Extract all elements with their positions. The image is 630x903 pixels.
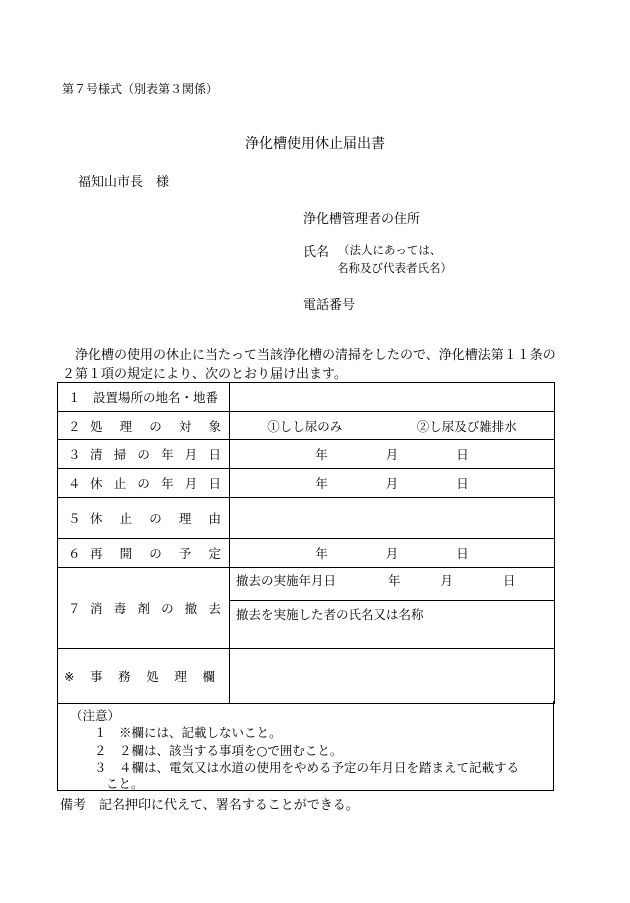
label-char: 理	[174, 669, 187, 684]
table-row	[58, 412, 555, 440]
label-char: 撤	[184, 601, 198, 616]
label-char: 月	[184, 476, 198, 491]
row-number: ３	[68, 447, 81, 462]
label-char: 務	[118, 669, 131, 684]
label-char: 開	[119, 546, 133, 561]
label-char: 止	[113, 476, 127, 491]
table-row	[58, 469, 555, 498]
cleaning-date-field[interactable]	[230, 440, 555, 469]
label-char: 由	[208, 511, 221, 526]
label-char: 年	[161, 447, 174, 462]
day-unit: 日	[456, 476, 469, 491]
note-3: ３ ４欄は、電気又は水道の使用をやめる予定の年月日を踏まえて記載する	[94, 760, 520, 775]
label-char: の	[149, 418, 162, 434]
label-char: 欄	[202, 669, 215, 684]
label-char: 消	[90, 601, 103, 616]
row-number: ２	[68, 418, 81, 434]
label-char: ※	[64, 668, 75, 684]
option-human-waste-and-gray-water[interactable]: ②し尿及び雑排水	[416, 418, 517, 434]
table-row	[58, 649, 555, 704]
row-label-office-use	[58, 649, 230, 704]
label-char: 年	[161, 476, 174, 491]
table-row	[58, 568, 555, 601]
day-unit: 日	[456, 546, 469, 561]
label-char: 定	[208, 546, 221, 561]
manager-address-label: 浄化槽管理者の住所	[303, 212, 421, 227]
label-char: 日	[208, 447, 221, 462]
label-char: 象	[208, 418, 221, 434]
remover-name-field[interactable]	[230, 601, 555, 649]
label-char: 去	[208, 601, 221, 616]
label-char: 清	[90, 447, 103, 462]
label-char: 予	[178, 546, 192, 561]
label-char: の	[161, 601, 174, 616]
removal-date-field[interactable]	[230, 568, 555, 601]
row-number: ５	[68, 511, 81, 526]
note-2: ２ ２欄は、該当する事項を○で囲むこと。	[94, 743, 343, 758]
remover-name-label: 撤去を実施した者の氏名又は名称	[236, 607, 424, 622]
notes-box	[57, 701, 554, 791]
month-unit: 月	[385, 447, 399, 462]
label-char: 処	[146, 669, 159, 684]
row-number: ６	[68, 546, 81, 561]
table-row	[58, 383, 555, 412]
addressee: 福知山市長 様	[78, 175, 170, 190]
name-label: 氏名	[303, 245, 330, 260]
office-use-field	[230, 649, 555, 704]
label-char: 理	[119, 418, 133, 434]
suspension-date-field[interactable]	[230, 469, 555, 498]
form-table	[57, 382, 555, 704]
phone-label: 電話番号	[303, 298, 356, 313]
label-char: 剤	[137, 601, 150, 616]
table-row	[58, 498, 555, 539]
declaration-line-1: 浄化槽の使用の休止に当たって当該浄化槽の清掃をしたので、浄化槽法第１１条の	[75, 348, 556, 363]
label-char: 止	[119, 511, 133, 526]
day-unit: 日	[503, 573, 516, 588]
year-unit: 年	[315, 476, 328, 491]
year-unit: 年	[315, 447, 328, 462]
label-char: の	[137, 476, 150, 491]
label-char: 処	[90, 418, 103, 434]
label-char: の	[149, 546, 162, 561]
label-char: 対	[178, 418, 192, 434]
row-label-target	[58, 412, 230, 440]
target-options	[230, 412, 555, 440]
row-label-suspension-date	[58, 469, 230, 498]
label-char: 掃	[113, 447, 127, 462]
notes-heading: （注意）	[70, 708, 121, 723]
row-label-location: １ 設置場所の地名・地番	[58, 383, 230, 412]
year-unit: 年	[388, 573, 401, 588]
name-note-2: 名称及び代表者氏名）	[337, 261, 452, 275]
note-3-continued: こと。	[106, 776, 144, 791]
row-label-resume-plan	[58, 539, 230, 568]
reason-field[interactable]	[230, 498, 555, 539]
label-char: 月	[184, 447, 198, 462]
month-unit: 月	[385, 546, 399, 561]
location-field[interactable]	[230, 383, 555, 412]
document-title: 浄化槽使用休止届出書	[245, 136, 385, 152]
label-char: 理	[178, 511, 192, 526]
label-char: 休	[90, 511, 103, 526]
label-char: 再	[90, 546, 103, 561]
day-unit: 日	[456, 447, 469, 462]
label-char: 毒	[113, 601, 127, 616]
month-unit: 月	[440, 573, 454, 588]
form-number: 第７号様式（別表第３関係）	[62, 82, 219, 96]
declaration-line-2: ２第１項の規定により、次のとおり届け出ます。	[62, 367, 347, 382]
label-char: 休	[90, 476, 103, 491]
removal-date-label: 撤去の実施年月日	[236, 573, 337, 588]
note-1: １ ※欄には、記載しないこと。	[94, 725, 282, 740]
row-label-disinfectant-removal	[58, 568, 230, 649]
row-number: ４	[68, 476, 81, 491]
row-label-cleaning-date	[58, 440, 230, 469]
label-char: の	[149, 511, 162, 526]
year-unit: 年	[315, 546, 328, 561]
row-label-reason	[58, 498, 230, 539]
resume-date-field[interactable]	[230, 539, 555, 568]
table-row	[58, 440, 555, 469]
declaration-text	[62, 346, 562, 384]
row-number: ７	[68, 601, 81, 616]
month-unit: 月	[385, 476, 399, 491]
label-char: の	[137, 447, 150, 462]
label-char: 日	[208, 476, 221, 491]
table-row	[58, 539, 555, 568]
label-char: 事	[90, 669, 103, 684]
name-note-1: （法人にあっては、	[338, 243, 442, 257]
option-human-waste-only[interactable]: ①しし尿のみ	[267, 418, 343, 434]
remark: 備考 記名押印に代えて、署名することができる。	[60, 798, 359, 813]
